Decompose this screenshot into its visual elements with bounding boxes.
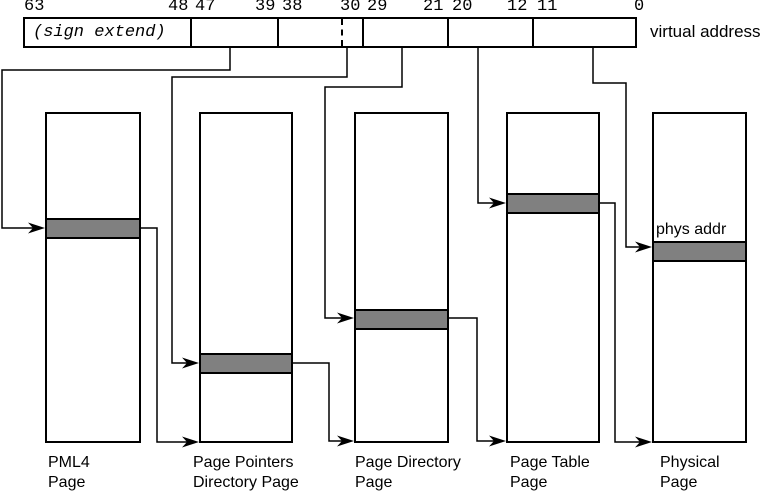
caption-line: Page: [48, 474, 86, 491]
bit-label-48: 48: [168, 0, 189, 16]
va-page-table-index-arrow: [478, 48, 506, 209]
bit-label-30: 30: [340, 0, 361, 16]
pml4-page-box: [45, 112, 141, 443]
page-pointers-entry-to-page-directory-arrow: [293, 363, 354, 447]
caption-line: Physical: [660, 454, 720, 471]
page-directory-page-box: [354, 112, 449, 443]
caption-line: Page Pointers: [193, 454, 294, 471]
page-pointers-entry-row: [199, 353, 293, 374]
caption-line: Page Table: [510, 454, 590, 471]
bit-label-47: 47: [195, 0, 216, 16]
bit-label-63: 63: [24, 0, 45, 16]
virtual-address-bar: [23, 17, 637, 48]
page-directory-page-caption: [355, 453, 461, 493]
bit-label-29: 29: [367, 0, 388, 16]
phys-addr-row: [652, 241, 747, 262]
field-divider-21-20: [447, 19, 449, 46]
bit-label-21: 21: [423, 0, 444, 16]
page-table-page-caption: [510, 453, 590, 493]
pml4-page-caption: [48, 453, 90, 493]
caption-line: Page: [510, 474, 548, 491]
page-table-entry-to-physical-page-arrow: [600, 203, 652, 448]
dashed-divider: [341, 19, 343, 46]
caption-line: Page: [660, 474, 698, 491]
caption-line: Page Directory: [355, 454, 461, 471]
bit-label-39: 39: [255, 0, 276, 16]
page-directory-entry-to-page-table-arrow: [449, 318, 506, 447]
physical-page-box: [652, 112, 747, 443]
bit-label-0: 0: [634, 0, 645, 16]
caption-line: PML4: [48, 454, 90, 471]
field-divider-12-11: [532, 19, 534, 46]
bit-label-11: 11: [537, 0, 558, 16]
page-directory-entry-row: [354, 309, 449, 330]
bit-label-20: 20: [452, 0, 473, 16]
field-divider-48-47: [190, 19, 192, 46]
phys-addr-label: phys addr: [656, 221, 727, 238]
physical-page-caption: [660, 453, 720, 493]
bit-label-12: 12: [507, 0, 528, 16]
page-table-entry-row: [506, 193, 600, 214]
page-table-page-box: [506, 112, 600, 443]
sign-extend-field: (sign extend): [33, 23, 166, 42]
field-divider-30-29: [362, 19, 364, 46]
virtual-address-label: virtual address: [650, 22, 761, 41]
pml4-entry-to-page-pointers-arrow: [141, 228, 199, 448]
va-offset-to-phys-addr-arrow: [593, 48, 652, 253]
caption-line: Directory Page: [193, 474, 299, 491]
pml4-entry-row: [45, 218, 141, 239]
page-pointers-directory-page-box: [199, 112, 293, 443]
bit-label-38: 38: [282, 0, 303, 16]
caption-line: Page: [355, 474, 393, 491]
field-divider-39-38: [277, 19, 279, 46]
page-pointers-directory-page-caption: [193, 453, 299, 493]
